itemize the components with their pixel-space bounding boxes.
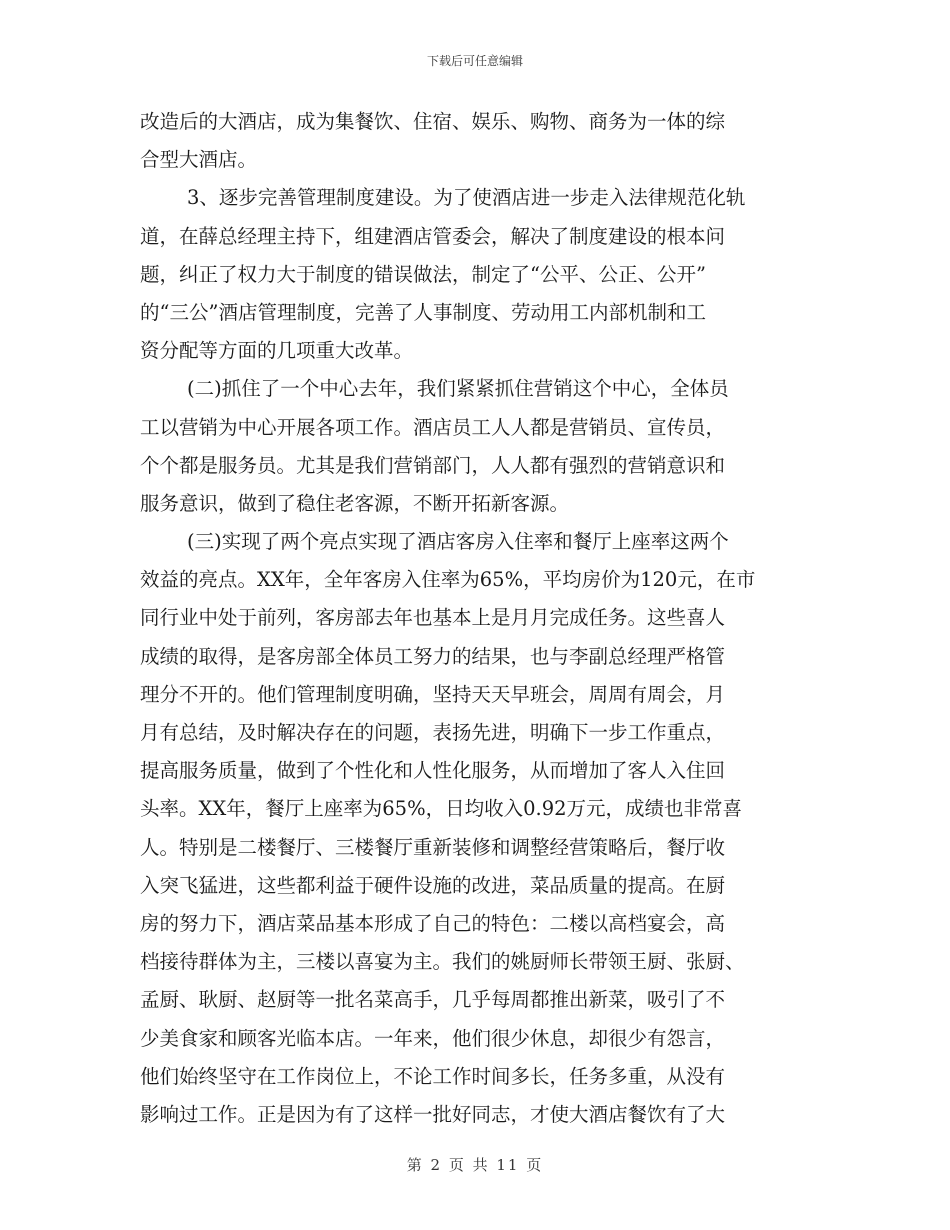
document-body (140, 103, 810, 1134)
text-line: 合型大酒店。 (140, 148, 258, 172)
text-line: 影响过工作。正是因为有了这样一批好同志，才使大酒店餐饮有了大 (140, 1102, 726, 1126)
text-line: 人。特别是二楼餐厅、三楼餐厅重新装修和调整经营策略后，餐厅收 (140, 835, 726, 859)
text-line: 成绩的取得，是客房部全体员工努力的结果，也与李副总经理严格管 (140, 644, 726, 668)
text-line: 少美食家和顾客光临本店。一年来，他们很少休息，却很少有怨言， (140, 1026, 726, 1050)
paragraph-start-line: 3、逐步完善管理制度建设。为了使酒店进一步走入法律规范化轨 (187, 186, 746, 210)
text-line: 题，纠正了权力大于制度的错误做法，制定了“公平、公正、公开” (140, 262, 706, 286)
text-line: 理分不开的。他们管理制度明确，坚持天天早班会，周周有周会，月 (140, 682, 726, 706)
text-line: 房的努力下，酒店菜品基本形成了自己的特色：二楼以高档宴会，高 (140, 911, 726, 935)
page-number-footer: 第 2 页 共 11 页 (406, 1156, 544, 1174)
text-line: 工以营销为中心开展各项工作。酒店员工人人都是营销员、宣传员， (140, 415, 726, 439)
text-line: 改造后的大酒店，成为集餐饮、住宿、娱乐、购物、商务为一体的综 (140, 110, 726, 133)
text-line: 入突飞猛进，这些都利益于硬件设施的改进，菜品质量的提高。在厨 (140, 873, 726, 897)
text-line: 的“三公”酒店管理制度，完善了人事制度、劳动用工内部机制和工 (140, 300, 706, 324)
text-line: 资分配等方面的几项重大改革。 (140, 339, 414, 363)
text-line: 效益的亮点。XX年，全年客房入住率为65%，平均房价为120元，在市 (140, 568, 756, 592)
text-line: 孟厨、耿厨、赵厨等一批名菜高手，几乎每周都推出新菜，吸引了不 (140, 988, 726, 1012)
page-header: 下载后可任意编辑 (426, 54, 523, 68)
text-line: 他们始终坚守在工作岗位上，不论工作时间多长，任务多重，从没有 (140, 1064, 726, 1088)
text-line: 个个都是服务员。尤其是我们营销部门，人人都有强烈的营销意识和 (140, 453, 726, 477)
paragraph-start-line: (二)抓住了一个中心去年，我们紧紧抓住营销这个中心，全体员 (187, 377, 729, 401)
text-line: 提高服务质量，做到了个性化和人性化服务，从而增加了客人入住回 (140, 759, 726, 783)
text-line: 头率。XX年，餐厅上座率为65%，日均收入0.92万元，成绩也非常喜 (140, 797, 743, 821)
paragraph-start-line: (三)实现了两个亮点实现了酒店客房入住率和餐厅上座率这两个 (187, 530, 729, 554)
text-line: 道，在薛总经理主持下，组建酒店管委会，解决了制度建设的根本问 (140, 224, 726, 248)
text-line: 同行业中处于前列，客房部去年也基本上是月月完成任务。这些喜人 (140, 606, 726, 630)
text-line: 服务意识，做到了稳住老客源，不断开拓新客源。 (140, 491, 570, 515)
text-line: 档接待群体为主，三楼以喜宴为主。我们的姚厨师长带领王厨、张厨、 (140, 950, 745, 974)
text-line: 月有总结，及时解决存在的问题，表扬先进，明确下一步工作重点， (140, 721, 726, 744)
